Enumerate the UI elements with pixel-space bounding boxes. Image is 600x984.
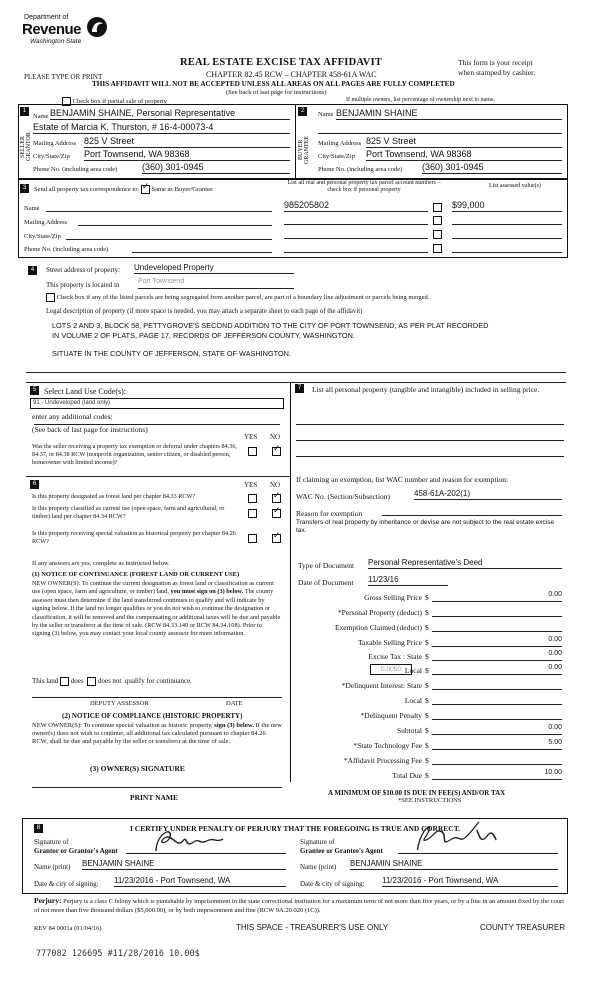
section-3-number: 3 [20,184,29,193]
s5-yes-header: YES [244,433,258,441]
s6-no-header: NO [270,481,281,489]
land-use-code-field[interactable]: 91 - Undeveloped (land only) [30,398,284,409]
minimum-due-note: A MINIMUM OF $10.00 IS DUE IN FEE(S) AND/OR TAX [328,789,506,797]
personal-property-checkbox-1[interactable] [433,202,442,212]
currency-symbol: $ [425,681,429,690]
delinquent-penalty-field[interactable] [432,709,562,720]
currency-symbol: $ [425,696,429,705]
seller-city-label: City/State/Zip [33,153,70,160]
seller-address-label: Mailing Address [33,140,77,147]
excise-state-label: Excise Tax : State [368,652,422,661]
washington-state-label: Washington State [30,38,82,45]
assessed-value-3[interactable] [452,229,562,239]
land-use-label: Select Land Use Code(s): [44,387,126,396]
doc-type-label: Type of Document [298,561,355,570]
notice-continuance-bold: you must sign on (3) below. [170,588,244,596]
section-4-bottom-rule [26,372,566,373]
assessed-value-2[interactable] [452,215,562,225]
notice-compliance-title: (2) NOTICE OF COMPLIANCE (HISTORIC PROPERTY) [62,712,243,720]
notice-compliance-p2: If the new owner(s) does not wish to continue, all additional tax calculated pursuant to chapter 84.26 RCW, shall be due and payable by the seller or transferor at the time of sale. [32,722,282,745]
personal-property-deduct-label: *Personal Property (deduct) [337,608,422,617]
s6-yes-header: YES [244,481,258,489]
delinquent-interest-label: *Delinquent Interest: State [341,681,422,690]
seller-phone-field[interactable]: (360) 301-0945 [142,162,290,174]
reason-text[interactable]: Transfers of real property by inheritance or devise are not subject to the real estate excise tax. [296,519,555,534]
grantee-date-city-label: Date & city of signing: [300,880,365,888]
seller-name-line-2[interactable]: Estate of Marcia K. Thurston, # 16-4-00073-4 [33,122,290,134]
additional-codes-label: enter any additional codes: [32,412,113,421]
segregate-checkbox[interactable] [46,293,55,302]
currency-symbol: $ [425,666,429,675]
currency-symbol: $ [425,608,429,617]
section-1-number: 1 [20,107,29,116]
grantee-name-field[interactable]: BENJAMIN SHAINE [350,859,558,870]
total-due-field[interactable]: 10.00 [432,769,562,780]
parcel-number-2[interactable] [284,215,428,225]
section-7-number: 7 [295,384,304,393]
section-5-number: 5 [30,386,39,395]
local-rate-field[interactable]: 0.0050 [370,664,412,675]
assessed-value-4[interactable] [452,243,562,253]
personal-property-line-2[interactable] [296,440,564,441]
correspondence-row [34,185,213,194]
county-treasurer-label: COUNTY TREASURER [480,923,566,932]
delinquent-penalty-label: *Delinquent Penalty [360,711,422,720]
legal-desc-label: Legal description of property (if more space is needed, you may attach a separate sheet to each page of the affidavit) [46,308,363,315]
perjury-notice [34,896,566,915]
located-in-field[interactable]: Port Townsend [138,278,294,289]
gross-price-label: Gross Selling Price [364,593,422,602]
currency-symbol: $ [425,638,429,647]
parcel-header: List all real and personal property tax parcel account numbers – check box if personal property [287,180,441,193]
s5-no-header: NO [270,433,281,441]
buyer-city-field[interactable]: Port Townsend, WA 98368 [366,149,562,161]
wac-label: WAC No. (Section/Subsection) [296,492,390,501]
section-5-bottom-rule [26,476,290,477]
section-5-top-rule [26,382,566,383]
revision-label: REV 84 0001a (01/04/16) [34,925,102,932]
receipt-note: This form is your receipt [458,58,533,67]
grantor-name-print-label: Name (print) [34,863,71,871]
subtotal-field[interactable]: 0.00 [432,724,562,735]
seller-buyer-divider [295,104,296,178]
notice-continuance-title: (1) NOTICE OF CONTINUANCE (FOREST LAND OR CURRENT USE) [32,571,240,578]
legal-desc-line-3: SITUATE IN THE COUNTY OF JEFFERSON, STATE OF WASHINGTON. [52,349,291,358]
certify-statement: I CERTIFY UNDER PENALTY OF PERJURY THAT THE FOREGOING IS TRUE AND CORRECT. [130,824,461,833]
see-instructions-note: *SEE INSTRUCTIONS [398,797,462,804]
currency-symbol: $ [425,741,429,750]
personal-property-line-1[interactable] [296,424,564,425]
seller-address-field[interactable]: 825 V Street [84,136,290,148]
notice-continuance-text [32,580,282,639]
parcel-number-3[interactable] [284,229,428,239]
buyer-phone-label: Phone No. (including area code) [318,166,403,173]
s5-q1-no-checkbox[interactable] [272,446,281,456]
center-divider [290,382,291,782]
seller-phone-label: Phone No. (including area code) [33,166,118,173]
form-title: REAL ESTATE EXCISE TAX AFFIDAVIT [180,57,383,68]
s6-historic-question: Is this property receiving special valuation as historical property per chapter 84.26 RCW? [32,530,236,545]
s3-name-field[interactable] [46,202,272,212]
print-name-label: PRINT NAME [130,793,178,802]
grantee-sig-of-label: Signature of [300,838,335,846]
section-2-number: 2 [298,107,307,116]
segregate-row [46,293,566,302]
tech-fee-label: *State Technology Fee [353,741,422,750]
currency-symbol: $ [425,726,429,735]
section-6-number: 6 [30,480,39,489]
does-not-label: does not [97,677,122,686]
buyer-address-field[interactable]: 825 V Street [366,136,562,148]
currency-symbol: $ [425,593,429,602]
grantee-name-print-label: Name (print) [300,863,337,871]
multiple-owners-note: If multiple owners, list percentage of ownership next to name. [346,97,496,103]
reason-line[interactable] [382,515,562,516]
located-in-label: This property is located in [46,281,120,289]
local-interest-field[interactable] [432,694,562,705]
personal-property-line-3[interactable] [296,456,564,457]
revenue-logo-text: Revenue [22,21,82,38]
s5-see-back: (See back of last page for instructions) [32,425,148,434]
does-label: does [70,677,84,686]
treasurer-use-label: THIS SPACE - TREASURER'S USE ONLY [236,923,389,932]
affidavit-fee-field[interactable] [432,754,562,765]
doc-date-field[interactable]: 11/23/16 [368,575,448,586]
s6-q1-no-checkbox[interactable] [272,493,281,503]
legal-desc-line-2: IN VOLUME 2 OF PLATS, PAGE 17, RECORDS OF JEFFERSON COUNTY, WASHINGTON. [52,331,355,340]
perjury-text: Perjury is a class C felony which is punishable by imprisonment in the state correctional institution for a maximum term of not more than five years, or by a fine in an amount fixed by the court of not more than five thousand dollars ($5,000.00), or by both imprisonment and fine (RCW 9A.20.020 (1C)). [34,898,565,914]
segregate-label: Check box if any of the listed parcels are being segregated from another parcel, are part of a boundary line adjustment or parcels being merged. [56,293,430,301]
taxable-price-field[interactable]: 0.00 [432,636,562,647]
s3-city-field[interactable] [66,230,272,240]
qualify-label: qualify for continuance. [124,677,192,686]
notice-compliance-p1: NEW OWNER(S): To continue special valuation as historic property, [32,722,213,729]
grantor-date-city-field[interactable]: 11/23/2016 - Port Townsend, WA [114,876,286,887]
affidavit-fee-label: *Affidavit Processing Fee [343,756,422,765]
buyer-phone-field[interactable]: (360) 301-0945 [422,162,562,174]
personal-property-label: List all personal property (tangible and intangible) included in selling price. [312,385,540,394]
subtotal-label: Subtotal [396,726,422,735]
s6-q3-yes-checkbox[interactable] [248,533,257,543]
revenue-logo-icon [86,16,108,38]
see-back-note: (See back of last page for instructions) [226,89,327,96]
grantee-signature [407,820,508,861]
s6-q3-no-checkbox[interactable] [272,533,281,543]
warning-banner: THIS AFFIDAVIT WILL NOT BE ACCEPTED UNLESS ALL AREAS ON ALL PAGES ARE FULLY COMPLETED [92,80,455,88]
total-due-label: Total Due [392,771,422,780]
buyer-grantee-label: BUYER GRANTEE [298,136,310,164]
grantor-agent-label: Grantor or Grantor's Agent [34,847,118,855]
grantor-name-field[interactable]: BENJAMIN SHAINE [82,859,286,870]
gross-price-field[interactable]: 0.00 [432,591,562,602]
owner-signature-line[interactable] [32,787,282,788]
owner-signature-label: (3) OWNER(S) SIGNATURE [90,764,185,773]
parcel-number-4[interactable] [284,243,428,253]
local-tax-field[interactable]: 0.00 [432,664,562,675]
deputy-signature-line[interactable] [32,697,282,698]
same-as-buyer-checkbox[interactable] [141,185,150,194]
currency-symbol: $ [425,623,429,632]
grantee-agent-label: Grantee or Grantee's Agent [300,847,383,855]
seller-city-field[interactable]: Port Townsend, WA 98368 [84,149,290,161]
personal-property-checkbox-4[interactable] [433,243,442,253]
s3-address-field[interactable] [78,216,272,226]
s6-current-use-question: Is this property classified as current use (open space, farm and agricultural, or timber) land per chapter 84.34 RCW? [32,505,225,520]
this-land-label: This land [32,677,59,686]
buyer-name-line-2[interactable] [318,122,562,134]
taxable-price-label: Taxable Selling Price [357,638,422,647]
buyer-name-field[interactable]: BENJAMIN SHAINE [336,108,562,120]
treasurer-stamp: 777082 126695 #11/28/2016 10.00$ [36,949,200,959]
notice-compliance-bold: sign (3) below. [214,722,254,729]
s6-q2-yes-checkbox[interactable] [248,508,257,518]
local-label: Local [404,666,422,675]
receipt-note-2: when stamped by cashier. [458,68,536,77]
if-yes-instruction: If any answers are yes, complete as instructed below. [32,560,170,567]
does-not-checkbox[interactable] [87,677,96,686]
s3-phone-field[interactable] [132,243,272,253]
tech-fee-field[interactable]: 5.00 [432,739,562,750]
s6-forest-question: Is this property designated as forest land per chapter 84.33 RCW? [32,493,196,500]
seller-name-label: Name [33,113,49,120]
s3-name-label: Name [24,205,40,212]
perjury-bold-label: Perjury: [34,896,62,905]
legal-desc-line-1: LOTS 2 AND 3, BLOCK 58, PETTYGROVE'S SECOND ADDITION TO THE CITY OF PORT TOWNSEND, AS PER PLAT RECORDED [52,321,489,330]
excise-state-field[interactable]: 0.00 [432,650,562,661]
notice-continuance-p1: NEW OWNER(S): To continue the current designation as forest land or classification as current use (open space, farm and agriculture, or timber) land, [32,580,274,596]
currency-symbol: $ [425,652,429,661]
s6-q1-yes-checkbox[interactable] [248,493,257,503]
parcel-number-1[interactable]: 985205802 [284,200,428,212]
section-4-number: 4 [28,266,37,275]
currency-symbol: $ [425,711,429,720]
chapter-label: CHAPTER 82.45 RCW – CHAPTER 458-61A WAC [206,70,377,79]
section-8-number: 8 [34,824,43,833]
seller-name-field[interactable]: BENJAMIN SHAINE, Personal Representative [50,108,290,120]
street-address-label: Street address of property: [46,266,121,274]
wac-field[interactable]: 458-61A-202(1) [414,489,562,500]
personal-property-checkbox-2[interactable] [433,215,442,225]
same-as-buyer-label: Same as Buyer/Grantee [151,185,213,193]
partial-sale-label: Check box if partial sale of property [72,97,167,105]
s5-exemption-question: Was the seller receiving a property tax exemption or deferral under chapters 84.36, 84.37, or 84.38 RCW (nonprofit organization, senior citizen, or disabled person, homeowner with limited income)? [32,443,237,466]
local-interest-label: Local [404,696,422,705]
deputy-date-label: DATE [226,700,243,707]
s3-phone-label: Phone No. (including area code) [24,246,109,253]
s3-address-label: Mailing Address [24,219,68,226]
grantor-signature [147,825,237,862]
doc-date-label: Date of Document [298,578,354,587]
s6-q2-no-checkbox[interactable] [272,508,281,518]
buyer-city-label: City/State/Zip [318,153,355,160]
delinquent-interest-field[interactable] [432,679,562,690]
type-or-print: PLEASE TYPE OR PRINT [24,73,103,81]
personal-property-deduct-field[interactable] [432,606,562,617]
s3-city-label: City/State/Zip [24,233,61,240]
dept-of-label: Department of [24,14,69,21]
assessed-value-1[interactable]: $99,000 [452,200,562,212]
notice-compliance-text [32,722,282,746]
grantor-sig-of-label: Signature of [34,838,69,846]
doc-type-field[interactable]: Personal Representative's Deed [368,558,562,569]
this-land-row [32,677,192,686]
exemption-claimed-label: Exemption Claimed (deduct) [334,623,422,632]
buyer-name-label: Name [318,111,334,118]
deputy-assessor-label: DEPUTY ASSESSOR [90,700,149,707]
personal-property-checkbox-3[interactable] [433,229,442,239]
notice-continuance-p2: The county assessor must then determine if the land transferred continues to qualify and will indicate by signing below. If the land no longer qualifies or you do not wish to continue the designation or classification, it will be removed and the compensating or additional taxes will be due and payable by the seller or transferor at the time of sale. (RCW 84.33.140 or RCW 84.34.108). Prior to signing (3) below, you may contact your local county assessor for more information. [32,588,281,638]
exemption-instruction: If claiming an exemption, list WAC number and reason for exemption: [296,475,509,484]
currency-symbol: $ [425,756,429,765]
does-checkbox[interactable] [60,677,69,686]
exemption-claimed-field[interactable] [432,621,562,632]
currency-symbol: $ [425,771,429,780]
grantor-date-city-label: Date & city of signing: [34,880,99,888]
seller-grantor-label: SELLER GRANTOR [20,132,32,162]
correspondence-label: Send all property tax correspondence to: [34,185,140,193]
assessed-header: List assessed value(s) [489,183,541,189]
grantee-date-city-field[interactable]: 11/23/2016 - Port Townsend, WA [382,876,558,887]
s5-q1-yes-checkbox[interactable] [248,446,257,456]
reason-label: Reason for exemption [296,509,363,518]
street-address-field[interactable]: Undeveloped Property [134,263,294,274]
buyer-address-label: Mailing Address [318,140,362,147]
